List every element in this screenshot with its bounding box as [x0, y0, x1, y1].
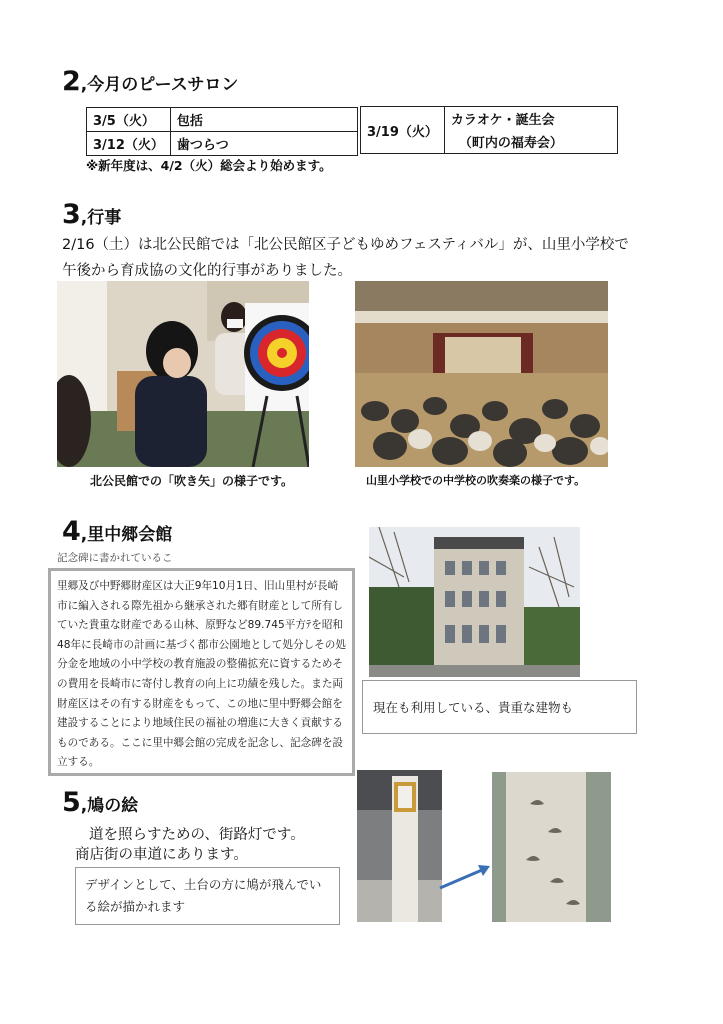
blowgun-photo-caption: 北公民館での「吹き矢」の様子です。	[90, 474, 294, 488]
building-note-box	[362, 680, 637, 734]
section-2-heading	[62, 66, 238, 97]
streetlight-photo-image	[357, 770, 442, 922]
building-photo-image	[369, 527, 580, 677]
section-5-number: 5	[62, 787, 81, 818]
arrow-icon	[438, 862, 492, 892]
streetlight-description-line-1: 道を照らすための、街路灯です。	[89, 827, 305, 843]
schedule-event: 包括	[170, 108, 357, 132]
schedule-event: 歯つらつ	[170, 132, 357, 156]
building-photo	[369, 527, 580, 677]
schedule-date: 3/5（火）	[87, 108, 171, 132]
section-4-number: 4	[62, 516, 81, 547]
pigeon-closeup-image	[492, 772, 611, 922]
concert-photo-image	[355, 281, 608, 467]
schedule-event: カラオケ・誕生会	[444, 107, 617, 131]
concert-photo	[355, 281, 608, 467]
section-3-title: ,行事	[80, 208, 122, 228]
section-4-title: ,里中郷会館	[80, 525, 173, 545]
pigeon-note-box	[75, 867, 340, 925]
section-5-heading	[62, 787, 138, 818]
schedule-row	[87, 108, 358, 132]
section-3-number: 3	[62, 199, 81, 230]
building-note-text: 現在も利用している、貴重な建物も	[373, 700, 574, 715]
pigeon-closeup-photo	[492, 772, 611, 922]
schedule-date: 3/19（火）	[361, 107, 445, 154]
blowgun-photo	[57, 281, 309, 467]
memorial-inscription-box	[48, 568, 355, 776]
concert-photo-caption: 山里小学校での中学校の吹奏楽の様子です。	[366, 474, 586, 487]
event-description-line-2: 午後から育成協の文化的行事がありました。	[62, 263, 352, 279]
schedule-note: ※新年度は、4/2（火）総会より始めます。	[86, 158, 332, 173]
section-2-number: 2	[62, 66, 81, 97]
section-5-title: ,鳩の絵	[80, 796, 139, 816]
schedule-table-left	[86, 107, 358, 156]
section-2-title: ,今月のピースサロン	[80, 75, 239, 95]
blowgun-photo-image	[57, 281, 309, 467]
schedule-table-right	[360, 106, 618, 154]
memorial-inscription-text: 里郷及び中野郷財産区は大正9年10月1日、旧山里村が長崎市に編入される際先祖から継承された郷有財産として所有していた貴重な財産である山林、原野など89.745平方ﾃを昭和48年に長崎市の計画に基づく都市公園地として処分しその処分金を地域の小中学校の教育施設の整備拡充に資するためその費用を長崎市に寄付し教育の向上に功績を残した。また両財産区はその有する財産をもって、この地に里中野郷会館を建設することにより地域住民の福祉の増進に大きく貢献するものである。ここに里中郷会館の完成を記念し、記念碑を設立する。	[57, 580, 346, 769]
section-3-heading	[62, 199, 121, 230]
memorial-subtitle: 記念碑に書かれているこ	[57, 552, 173, 564]
streetlight-description-line-2: 商店街の車道にあります。	[75, 847, 248, 863]
section-4-heading	[62, 516, 172, 547]
schedule-row	[361, 107, 618, 131]
schedule-row	[87, 132, 358, 156]
event-description-line-1: 2/16（土）は北公民館では「北公民館区子どもゆめフェスティバル」が、山里小学校で	[62, 237, 629, 253]
pigeon-note-text: デザインとして、土台の方に鳩が飛んでいる絵が描かれます	[85, 877, 322, 914]
schedule-date: 3/12（火）	[87, 132, 171, 156]
streetlight-photo	[357, 770, 442, 922]
schedule-event-sub: （町内の福寿会）	[444, 130, 617, 154]
